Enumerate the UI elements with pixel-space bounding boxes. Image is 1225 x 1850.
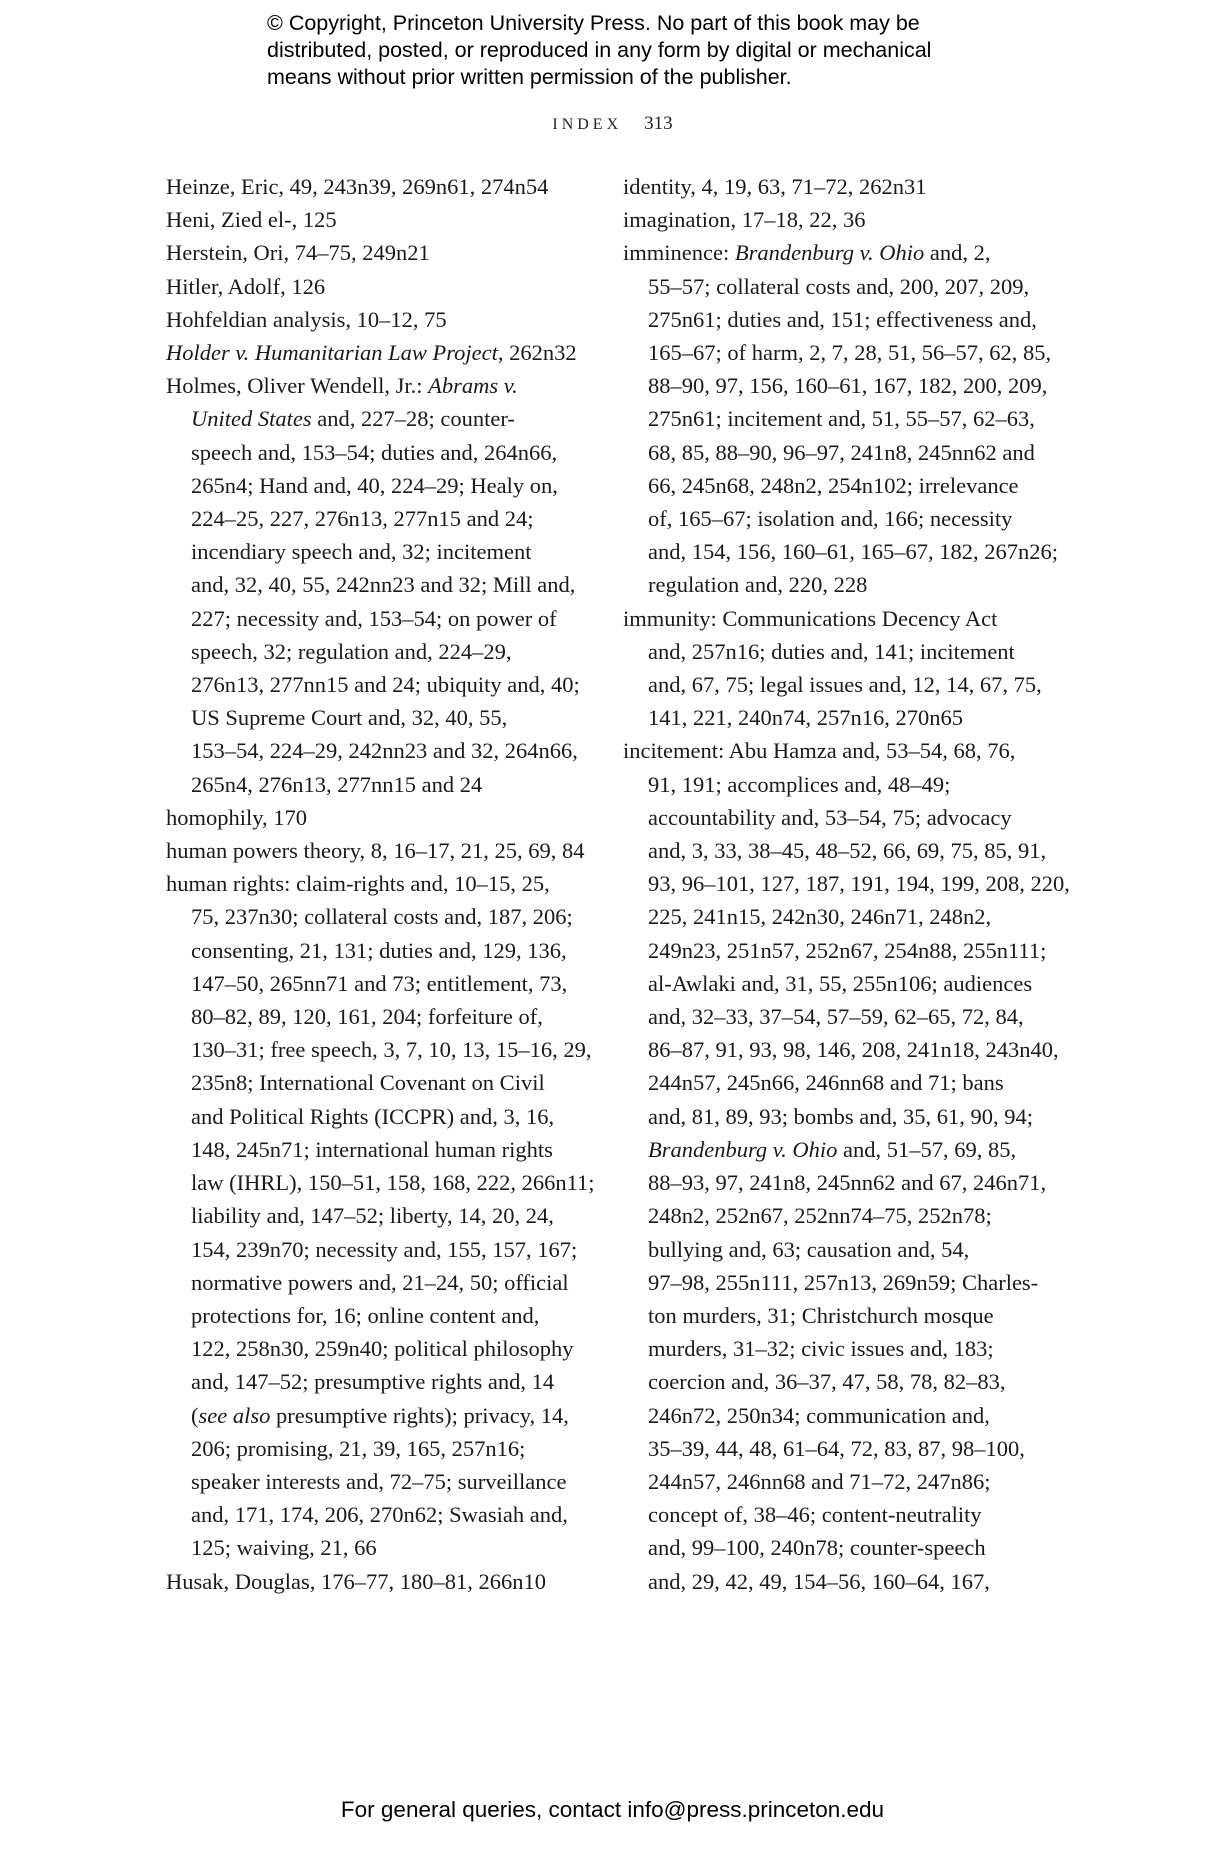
index-text: 244n57, 246nn68 and 71–72, 247n86; bbox=[648, 1468, 991, 1494]
index-entry-continuation bbox=[166, 502, 586, 535]
index-text: and, 32, 40, 55, 242nn23 and 32; Mill and, bbox=[191, 572, 576, 598]
index-entry-continuation bbox=[623, 303, 1043, 336]
index-entry-continuation bbox=[166, 1133, 586, 1166]
page-number: 313 bbox=[644, 113, 673, 134]
index-text: and, 2, bbox=[924, 240, 991, 266]
index-text: accountability and, 53–54, 75; advocacy bbox=[648, 804, 1012, 830]
index-entry-headline bbox=[166, 236, 586, 269]
index-entry-continuation bbox=[166, 1399, 586, 1432]
index-entry-continuation bbox=[623, 1066, 1043, 1099]
index-text: US Supreme Court and, 32, 40, 55, bbox=[191, 705, 508, 731]
index-text: 130–31; free speech, 3, 7, 10, 13, 15–16, 29, bbox=[191, 1037, 592, 1063]
italic-title: Abrams v. bbox=[428, 373, 518, 399]
index-text: 246n72, 250n34; communication and, bbox=[648, 1402, 990, 1428]
index-entry-continuation bbox=[166, 535, 586, 568]
index-entry-continuation bbox=[623, 1100, 1043, 1133]
index-entry-continuation bbox=[166, 900, 586, 933]
index-text: 55–57; collateral costs and, 200, 207, 209, bbox=[648, 273, 1030, 299]
index-entry-headline bbox=[166, 336, 586, 369]
index-entry-continuation bbox=[623, 934, 1047, 967]
index-text: and, 67, 75; legal issues and, 12, 14, 67, 75, bbox=[648, 672, 1042, 698]
index-entry-continuation bbox=[623, 768, 1043, 801]
index-text: murders, 31–32; civic issues and, 183; bbox=[648, 1336, 994, 1362]
index-text: incitement: Abu Hamza and, 53–54, 68, 76, bbox=[623, 738, 1016, 764]
index-entry-continuation bbox=[623, 1332, 1043, 1365]
running-head-label: INDEX bbox=[552, 116, 623, 133]
index-entry bbox=[623, 734, 1070, 1597]
italic-title: Holder v. Humanitarian Law Project bbox=[166, 340, 498, 366]
index-text: Heinze, Eric, 49, 243n39, 269n61, 274n54 bbox=[166, 174, 549, 199]
index-entry-continuation bbox=[166, 635, 586, 668]
index-text: and, 51–57, 69, 85, bbox=[837, 1136, 1017, 1162]
index-entry-continuation bbox=[623, 336, 1052, 369]
index-text: imminence: bbox=[623, 240, 735, 266]
index-entry bbox=[623, 203, 1043, 236]
index-text: homophily, 170 bbox=[166, 804, 308, 830]
index-text: presumptive rights); privacy, 14, bbox=[270, 1402, 569, 1428]
index-entry-continuation bbox=[166, 1033, 592, 1066]
index-text: human rights: claim-rights and, 10–15, 25, bbox=[166, 871, 550, 897]
index-entry-headline bbox=[623, 236, 1043, 269]
index-text: 93, 96–101, 127, 187, 191, 194, 199, 208, 220, bbox=[648, 871, 1070, 897]
index-entry bbox=[623, 236, 1058, 601]
index-entry-continuation bbox=[623, 801, 1043, 834]
index-text: 86–87, 91, 93, 98, 146, 208, 241n18, 243n40, bbox=[648, 1037, 1059, 1063]
index-entry-continuation bbox=[623, 1465, 1043, 1498]
index-entry-continuation bbox=[166, 436, 586, 469]
index-entry-continuation bbox=[166, 568, 586, 601]
index-entry-continuation bbox=[623, 1498, 1043, 1531]
index-text: 249n23, 251n57, 252n67, 254n88, 255n111; bbox=[648, 937, 1047, 963]
index-entry-headline bbox=[166, 1565, 586, 1598]
index-entry-continuation bbox=[623, 1299, 1043, 1332]
index-entry-continuation bbox=[623, 568, 1043, 601]
italic-title: see also bbox=[198, 1402, 271, 1428]
index-entry-continuation bbox=[166, 1266, 586, 1299]
index-text: 165–67; of harm, 2, 7, 28, 51, 56–57, 62, 85, bbox=[648, 340, 1052, 366]
index-text: 154, 239n70; necessity and, 155, 157, 167; bbox=[191, 1236, 578, 1262]
index-text: and, 99–100, 240n78; counter-speech bbox=[648, 1535, 986, 1561]
index-entry-continuation bbox=[166, 1100, 586, 1133]
italic-title: Brandenburg v. Ohio bbox=[648, 1136, 838, 1162]
index-entry-headline bbox=[623, 203, 1043, 236]
index-text: imagination, 17–18, 22, 36 bbox=[623, 207, 866, 233]
index-entry bbox=[166, 203, 586, 236]
index-text: identity, 4, 19, 63, 71–72, 262n31 bbox=[623, 174, 927, 199]
index-entry-continuation bbox=[623, 1565, 1043, 1598]
index-text: concept of, 38–46; content-neutrality bbox=[648, 1502, 982, 1528]
index-entry-continuation bbox=[166, 469, 586, 502]
index-entry-continuation bbox=[166, 1299, 586, 1332]
copyright-line: distributed, posted, or reproduced in any form by digital or mechanical bbox=[267, 38, 932, 62]
index-entry-continuation bbox=[166, 934, 586, 967]
index-entry bbox=[166, 336, 586, 369]
index-text: 97–98, 255n111, 257n13, 269n59; Charles- bbox=[648, 1269, 1039, 1295]
index-entry-continuation bbox=[166, 1199, 586, 1232]
index-text: speech and, 153–54; duties and, 264n66, bbox=[191, 439, 558, 465]
index-text: Husak, Douglas, 176–77, 180–81, 266n10 bbox=[166, 1568, 546, 1594]
index-text: 68, 85, 88–90, 96–97, 241n8, 245nn62 and bbox=[648, 439, 1035, 465]
index-entry-continuation bbox=[623, 1199, 1043, 1232]
index-entry-continuation bbox=[166, 1332, 586, 1365]
index-text: and, 171, 174, 206, 270n62; Swasiah and, bbox=[191, 1502, 568, 1528]
index-entry-continuation bbox=[166, 1465, 586, 1498]
index-text: speech, 32; regulation and, 224–29, bbox=[191, 638, 512, 664]
index-entry bbox=[166, 369, 586, 801]
index-entry-continuation bbox=[623, 1233, 1043, 1266]
index-text: Hohfeldian analysis, 10–12, 75 bbox=[166, 306, 447, 332]
index-entry-headline bbox=[166, 270, 586, 303]
index-text: human powers theory, 8, 16–17, 21, 25, 69, 84 bbox=[166, 838, 585, 864]
running-head bbox=[0, 113, 1225, 135]
index-text: 248n2, 252n67, 252nn74–75, 252n78; bbox=[648, 1203, 992, 1229]
index-text: and, 154, 156, 160–61, 165–67, 182, 267n26; bbox=[648, 539, 1058, 565]
index-text: incendiary speech and, 32; incitement bbox=[191, 539, 532, 565]
copyright-line: © Copyright, Princeton University Press. No part of this book may be bbox=[267, 11, 920, 35]
copyright-notice bbox=[267, 10, 1007, 91]
index-entry bbox=[166, 1565, 586, 1598]
index-text: 141, 221, 240n74, 257n16, 270n65 bbox=[648, 705, 963, 731]
index-entry-continuation bbox=[623, 535, 1058, 568]
index-text: immunity: Communications Decency Act bbox=[623, 605, 998, 631]
index-entry bbox=[166, 867, 595, 1564]
index-entry-continuation bbox=[623, 1432, 1043, 1465]
index-text: and, 147–52; presumptive rights and, 14 bbox=[191, 1369, 555, 1395]
index-entry-continuation bbox=[166, 768, 586, 801]
index-entry-continuation bbox=[623, 1531, 1043, 1564]
index-text: 276n13, 277nn15 and 24; ubiquity and, 40; bbox=[191, 672, 580, 698]
index-text: 235n8; International Covenant on Civil bbox=[191, 1070, 545, 1096]
index-text: 122, 258n30, 259n40; political philosophy bbox=[191, 1336, 574, 1362]
index-entry-headline bbox=[166, 834, 586, 867]
index-entry-headline bbox=[166, 203, 586, 236]
index-entry bbox=[623, 602, 1043, 735]
index-entry-continuation bbox=[623, 1166, 1047, 1199]
index-entry-headline bbox=[166, 170, 586, 203]
index-entry-headline bbox=[623, 602, 1043, 635]
index-entry bbox=[166, 270, 586, 303]
index-text: ( bbox=[191, 1402, 199, 1428]
index-entry-continuation bbox=[623, 668, 1043, 701]
index-text: regulation and, 220, 228 bbox=[648, 572, 868, 598]
index-text: consenting, 21, 131; duties and, 129, 136, bbox=[191, 937, 567, 963]
index-entry-headline bbox=[166, 867, 586, 900]
index-text: 265n4; Hand and, 40, 224–29; Healy on, bbox=[191, 472, 558, 498]
index-entry-continuation bbox=[623, 270, 1043, 303]
index-text: 91, 191; accomplices and, 48–49; bbox=[648, 771, 951, 797]
index-text: , 262n32 bbox=[497, 340, 577, 366]
index-entry-continuation bbox=[166, 668, 586, 701]
index-entry-continuation bbox=[166, 967, 586, 1000]
index-entry-continuation bbox=[623, 834, 1047, 867]
index-entry-continuation bbox=[623, 635, 1043, 668]
index-entry-continuation bbox=[623, 967, 1043, 1000]
index-entry-continuation bbox=[166, 1233, 586, 1266]
index-text: and, 227–28; counter- bbox=[311, 406, 515, 432]
index-text: Hitler, Adolf, 126 bbox=[166, 273, 326, 299]
index-text: speaker interests and, 72–75; surveillance bbox=[191, 1468, 567, 1494]
index-entry-continuation bbox=[166, 1365, 586, 1398]
index-entry-continuation bbox=[623, 867, 1070, 900]
index-text: ton murders, 31; Christchurch mosque bbox=[648, 1302, 994, 1328]
index-text: 227; necessity and, 153–54; on power of bbox=[191, 605, 557, 631]
index-text: 153–54, 224–29, 242nn23 and 32, 264n66, bbox=[191, 738, 578, 764]
index-entry-headline bbox=[166, 303, 586, 336]
index-text: 265n4, 276n13, 277nn15 and 24 bbox=[191, 771, 483, 797]
index-text: and, 3, 33, 38–45, 48–52, 66, 69, 75, 85, 91, bbox=[648, 838, 1047, 864]
index-text: and, 81, 89, 93; bombs and, 35, 61, 90, 94; bbox=[648, 1103, 1033, 1129]
index-entry-continuation bbox=[623, 402, 1043, 435]
index-text: coercion and, 36–37, 47, 58, 78, 82–83, bbox=[648, 1369, 1006, 1395]
index-text: of, 165–67; isolation and, 166; necessity bbox=[648, 506, 1013, 532]
index-text: and, 29, 42, 49, 154–56, 160–64, 167, bbox=[648, 1568, 990, 1594]
index-text: liability and, 147–52; liberty, 14, 20, 24, bbox=[191, 1203, 554, 1229]
index-entry-continuation bbox=[623, 1399, 1043, 1432]
index-text: 148, 245n71; international human rights bbox=[191, 1136, 553, 1162]
index-entry-headline bbox=[166, 369, 586, 402]
copyright-line: means without prior written permission of the publisher. bbox=[267, 65, 792, 89]
index-column-left bbox=[166, 170, 595, 1598]
index-text: 88–90, 97, 156, 160–61, 167, 182, 200, 209, bbox=[648, 373, 1048, 399]
index-text: 225, 241n15, 242n30, 246n71, 248n2, bbox=[648, 904, 992, 930]
index-entry-continuation bbox=[166, 1432, 586, 1465]
index-text: law (IHRL), 150–51, 158, 168, 222, 266n11; bbox=[191, 1170, 595, 1196]
index-column-right bbox=[623, 170, 1070, 1598]
index-text: 35–39, 44, 48, 61–64, 72, 83, 87, 98–100, bbox=[648, 1435, 1025, 1461]
index-text: and Political Rights (ICCPR) and, 3, 16, bbox=[191, 1103, 555, 1129]
index-text: 206; promising, 21, 39, 165, 257n16; bbox=[191, 1435, 526, 1461]
index-text: normative powers and, 21–24, 50; official bbox=[191, 1269, 569, 1295]
index-entry-continuation bbox=[623, 436, 1043, 469]
footer-contact: For general queries, contact info@press.princeton.edu bbox=[340, 1797, 885, 1822]
index-entry-continuation bbox=[623, 1033, 1059, 1066]
index-entry-continuation bbox=[166, 701, 586, 734]
index-entry-continuation bbox=[623, 369, 1048, 402]
index-text: 147–50, 265nn71 and 73; entitlement, 73, bbox=[191, 970, 568, 996]
italic-title: United States bbox=[191, 406, 312, 432]
index-text: Herstein, Ori, 74–75, 249n21 bbox=[166, 240, 430, 266]
index-entry bbox=[166, 236, 586, 269]
index-entry-continuation bbox=[623, 469, 1043, 502]
index-entry-continuation bbox=[166, 1166, 595, 1199]
index-text: and, 32–33, 37–54, 57–59, 62–65, 72, 84, bbox=[648, 1004, 1024, 1030]
index-entry bbox=[166, 801, 586, 834]
index-entry-headline bbox=[166, 801, 586, 834]
index-text: 244n57, 245n66, 246nn68 and 71; bans bbox=[648, 1070, 1004, 1096]
index-text: 88–93, 97, 241n8, 245nn62 and 67, 246n71, bbox=[648, 1170, 1047, 1196]
index-entry bbox=[166, 834, 586, 867]
index-entry-continuation bbox=[166, 734, 586, 767]
index-text: Heni, Zied el-, 125 bbox=[166, 207, 337, 233]
index-entry-headline bbox=[623, 170, 1043, 203]
index-text: 275n61; incitement and, 51, 55–57, 62–63, bbox=[648, 406, 1035, 432]
index-entry-continuation bbox=[623, 1133, 1043, 1166]
index-entry-continuation bbox=[623, 1266, 1043, 1299]
index-entry bbox=[623, 170, 1043, 203]
index-text: 224–25, 227, 276n13, 277n15 and 24; bbox=[191, 506, 534, 532]
italic-title: Brandenburg v. Ohio bbox=[734, 240, 925, 266]
index-text: al-Awlaki and, 31, 55, 255n106; audiences bbox=[648, 970, 1033, 996]
index-text: bullying and, 63; causation and, 54, bbox=[648, 1236, 970, 1262]
index-text: protections for, 16; online content and, bbox=[191, 1302, 540, 1328]
index-entry-continuation bbox=[166, 402, 586, 435]
index-entry-continuation bbox=[166, 602, 586, 635]
index-entry-continuation bbox=[623, 502, 1043, 535]
index-entry-continuation bbox=[623, 900, 1043, 933]
index-entry-continuation bbox=[166, 1066, 586, 1099]
index-text: 125; waiving, 21, 66 bbox=[191, 1535, 377, 1561]
index-entry-continuation bbox=[623, 1000, 1043, 1033]
index-entry-continuation bbox=[623, 1365, 1043, 1398]
index-text: 80–82, 89, 120, 161, 204; forfeiture of, bbox=[191, 1004, 543, 1030]
index-text: and, 257n16; duties and, 141; incitement bbox=[648, 638, 1015, 664]
index-entry bbox=[166, 303, 586, 336]
index-entry-continuation bbox=[166, 1498, 586, 1531]
index-entry-continuation bbox=[166, 1531, 586, 1564]
index-entry-continuation bbox=[166, 1000, 586, 1033]
index-entry-continuation bbox=[623, 701, 1043, 734]
index-text: 75, 237n30; collateral costs and, 187, 206; bbox=[191, 904, 573, 930]
index-text: 275n61; duties and, 151; effectiveness and, bbox=[648, 306, 1037, 332]
index-text: Holmes, Oliver Wendell, Jr.: bbox=[166, 373, 429, 399]
index-entry bbox=[166, 170, 586, 203]
index-entry-headline bbox=[623, 734, 1043, 767]
index-text: 66, 245n68, 248n2, 254n102; irrelevance bbox=[648, 472, 1019, 498]
